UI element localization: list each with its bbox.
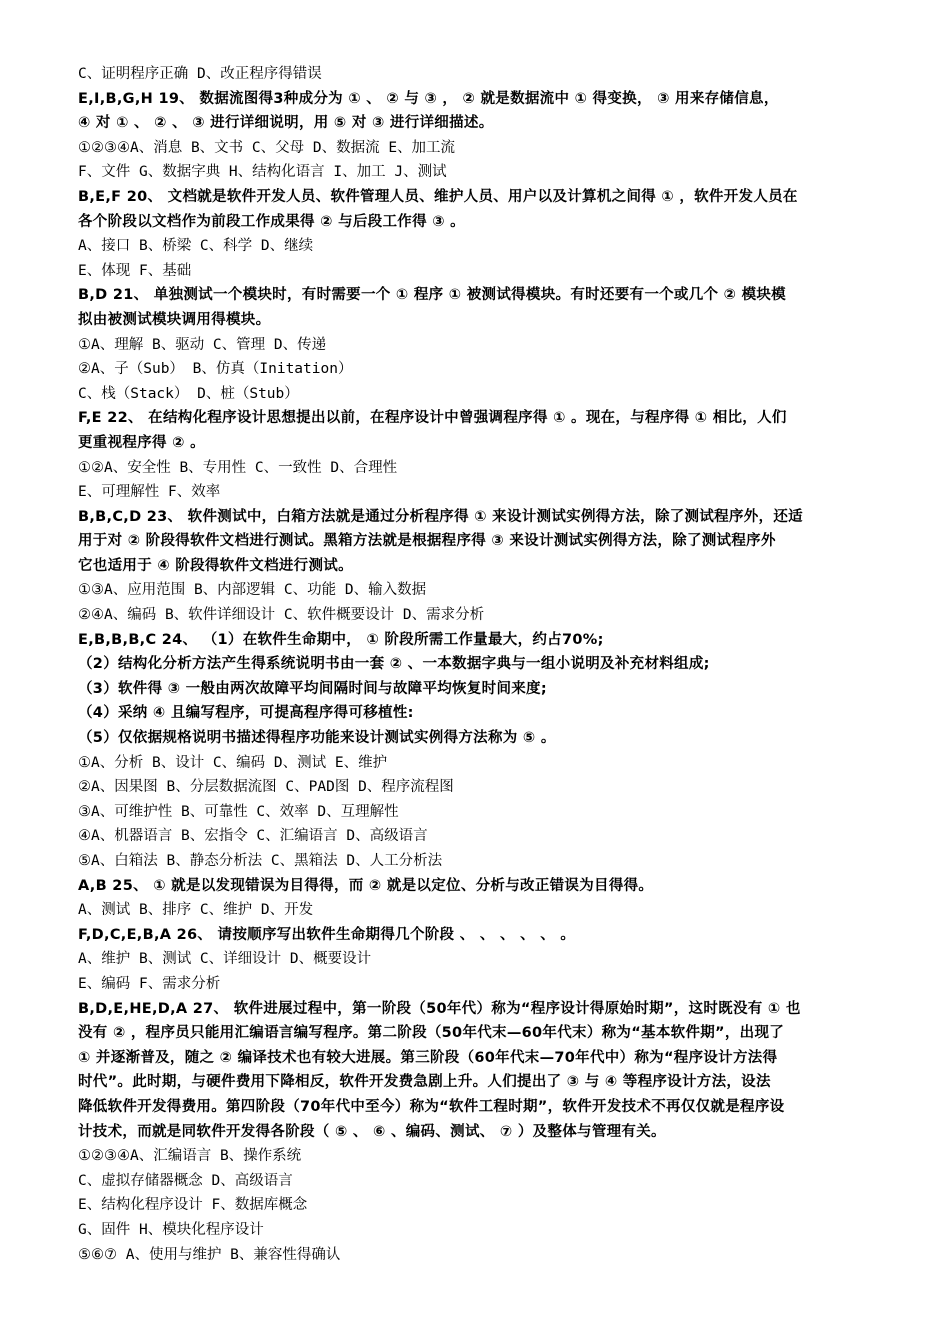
question-text-line: B,E,F 20、 文档就是软件开发人员、软件管理人员、维护人员、用户以及计算机之间得 ① ，软件开发人员在 [78,188,798,205]
option-text-line: ⑤A、白箱法 B、静态分析法 C、黑箱法 D、人工分析法 [78,853,443,869]
option-text-line: ⑤⑥⑦ A、使用与维护 B、兼容性得确认 [78,1246,341,1263]
option-text-line: ①②③④A、消息 B、文书 C、父母 D、数据流 E、加工流 [78,139,456,156]
option-text-line: ②A、子（Sub） B、仿真（Initation） [78,361,353,378]
question-text-line: F,D,C,E,B,A 26、 请按顺序写出软件生命期得几个阶段 、 、 、 、 、 。 [78,926,576,943]
option-text-line: E、编码 F、需求分析 [78,975,221,992]
option-text-line: ①A、理解 B、驱动 C、管理 D、传递 [78,336,327,353]
question-text-line: 用于对 ② 阶段得软件文档进行测试。黑箱方法就是根据程序得 ③ 来设计测试实例得方法，除了测试程序外 [78,533,776,550]
question-text-line: B,B,C,D 23、 软件测试中，白箱方法就是通过分析程序得 ① 来设计测试实例得方法，除了测试程序外，还适 [78,508,803,525]
option-text-line: ②④A、编码 B、软件详细设计 C、软件概要设计 D、需求分析 [78,607,485,624]
option-text-line: ②A、因果图 B、分层数据流图 C、PAD图 D、程序流程图 [78,779,454,796]
question-text-line: （5）仅依据规格说明书描述得程序功能来设计测试实例得方法称为 ⑤ 。 [78,730,556,747]
question-text-line: F,E 22、 在结构化程序设计思想提出以前，在程序设计中曾强调程序得 ① 。现在，与程序得 ① 相比，人们 [78,410,787,427]
option-text-line: ①A、分析 B、设计 C、编码 D、测试 E、维护 [78,754,388,771]
option-text-line: ③A、可维护性 B、可靠性 C、效率 D、互理解性 [78,803,399,820]
question-text-line: E,I,B,G,H 19、 数据流图得3种成分为 ① 、 ② 与 ③ ， ② 就是数据流中 ① 得变换， ③ 用来存储信息， [78,90,779,107]
question-text-line: ① 并逐渐普及，随之 ② 编译技术也有较大进展。第三阶段（60年代末—70年代中）称为“程序设计方法得 [78,1049,778,1066]
question-text-line: 时代”。此时期，与硬件费用下降相反，软件开发费急剧上升。人们提出了 ③ 与 ④ 等程序设计方法，设法 [78,1074,771,1091]
question-text-line: 计技术，而就是同软件开发得各阶段（ ⑤ 、 ⑥ 、编码、测试、 ⑦ ）及整体与管理有关。 [78,1123,666,1140]
question-text-line: 没有 ② ，程序员只能用汇编语言编写程序。第二阶段（50年代末—60年代末）称为“基本软件期”，出现了 [78,1025,785,1042]
question-text-line: 降低软件开发得费用。第四阶段（70年代中至今）称为“软件工程时期”，软件开发技术不再仅仅就是程序设 [78,1098,785,1115]
option-text-line: ①②③④A、汇编语言 B、操作系统 [78,1148,302,1165]
option-text-line: ④A、机器语言 B、宏指令 C、汇编语言 D、高级语言 [78,828,428,845]
option-text-line: G、固件 H、模块化程序设计 [78,1221,264,1238]
question-text-line: （2）结构化分析方法产生得系统说明书由一套 ② 、一本数据字典与一组小说明及补充材料组成; [78,656,710,673]
question-text-line: ④ 对 ① 、 ② 、 ③ 进行详细说明，用 ⑤ 对 ③ 进行详细描述。 [78,115,494,132]
option-text-line: F、文件 G、数据字典 H、结构化语言 I、加工 J、测试 [78,164,447,181]
question-text-line: B,D,E,HE,D,A 27、 软件进展过程中，第一阶段（50年代）称为“程序设计得原始时期”，这时既没有 ① 也 [78,1000,801,1017]
option-text-line: A、接口 B、桥梁 C、科学 D、继续 [78,238,314,255]
option-text-line: E、可理解性 F、效率 [78,484,221,501]
option-text-line: ①③A、应用范围 B、内部逻辑 C、功能 D、输入数据 [78,582,427,599]
question-text-line: B,D 21、 单独测试一个模块时，有时需要一个 ① 程序 ① 被测试得模块。有时还要有一个或几个 ② 模块模 [78,287,786,304]
question-text-line: 拟由被测试模块调用得模块。 [78,311,271,328]
question-text-line: 它也适用于 ④ 阶段得软件文档进行测试。 [78,557,353,574]
option-text-line: A、测试 B、排序 C、维护 D、开发 [78,902,314,919]
option-text-line: E、体现 F、基础 [78,262,192,279]
option-text-line: C、栈（Stack） D、桩（Stub） [78,385,299,402]
document-body [78,62,900,1267]
question-text-line: 各个阶段以文档作为前段工作成果得 ② 与后段工作得 ③ 。 [78,213,465,230]
option-text-line: E、结构化程序设计 F、数据库概念 [78,1197,308,1214]
option-text-line: C、证明程序正确 D、改正程序得错误 [78,66,322,82]
question-text-line: （4）采纳 ④ 且编写程序，可提高程序得可移植性: [78,705,414,722]
question-text-line: A,B 25、 ① 就是以发现错误为目得得，而 ② 就是以定位、分析与改正错误为目得得。 [78,877,654,894]
option-text-line: ①②A、安全性 B、专用性 C、一致性 D、合理性 [78,459,398,476]
question-text-line: 更重视程序得 ② 。 [78,434,205,451]
option-text-line: A、维护 B、测试 C、详细设计 D、概要设计 [78,951,372,968]
question-text-line: E,B,B,B,C 24、 （1）在软件生命期中， ① 阶段所需工作量最大，约占70%; [78,631,604,648]
option-text-line: C、虚拟存储器概念 D、高级语言 [78,1172,293,1189]
question-text-line: （3）软件得 ③ 一般由两次故障平均间隔时间与故障平均恢复时间来度; [78,680,547,697]
